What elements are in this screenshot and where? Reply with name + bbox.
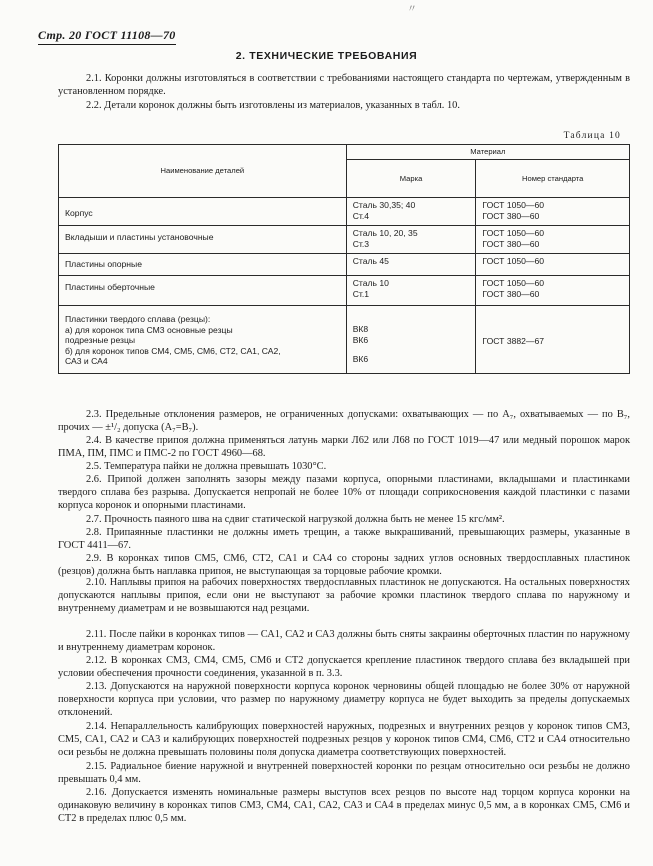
clause-2-8: 2.8. Припаянные пластинки не должны иметь трещин, а также выкрашиваний, превышающих размеры, указанные в ГОСТ 4411—67.: [58, 527, 630, 552]
table-row: [59, 198, 630, 226]
clause-2-12: 2.12. В коронках СМ3, СМ4, СМ5, СМ6 и СТ2 допускается крепление пластинок твердого сплава без вкладышей при условии обеспечения прочности соединения, указанной в п. 3.3.: [58, 655, 630, 680]
clause-2-16: 2.16. Допускается изменять номинальные размеры выступов всех резцов по высоте над торцом корпуса коронки на одинаковую величину в коронках типов СМ3, СМ4, СА1, СА2, СА3 и СА4 в пределах минус 0,5 мм, а в коронках СМ5, СМ6 и СТ2 в пределах плюс 0,5 мм.: [58, 787, 630, 825]
scan-mark: 〃: [407, 4, 417, 15]
clause-2-7: 2.7. Прочность паяного шва на сдвиг статической нагрузкой должна быть не менее 15 кгс/мм².: [86, 514, 505, 525]
row-name: Пластины опорные: [59, 254, 347, 276]
clause-2-9: 2.9. В коронках типов СМ5, СМ6, СТ2, СА1 и СА4 со стороны задних углов основных твердосплавных пластинок (резцов) должна быть наплавка припоя, не выступающая за торцовые рабочие кромки.: [58, 553, 630, 578]
row-grade: Сталь 45: [346, 254, 476, 276]
row-grade: Сталь 30,35; 40 Ст.4: [346, 198, 476, 226]
row-grade: Сталь 10 Ст.1: [346, 276, 476, 306]
clause-2-15: 2.15. Радиальное биение наружной и внутренней поверхностей коронки по резцам относительно оси резьбы не должно превышать 0,4 мм.: [58, 761, 630, 786]
clause-2-6: 2.6. Припой должен заполнять зазоры между пазами корпуса, опорными пластинами, вкладышами и пластинками твердого сплава без разрыва. Допускается непропай не более 10% от площади соприкосновения каждой пластинки с пазами корпуса коронок и опорными пластинами.: [58, 474, 630, 512]
clause-2-13: 2.13. Допускаются на наружной поверхности корпуса коронок черновины общей площадью не более 30% от наружной поверхности корпуса при условии, что размер по наружному диаметру корпуса не будет выходить за пределы допускаемых отклонений.: [58, 681, 630, 719]
header-grade: Марка: [346, 160, 476, 198]
row-name: Вкладыши и пластины установочные: [59, 226, 347, 254]
clause-2-4: 2.4. В качестве припоя должна применяться латунь марки Л62 или Л68 по ГОСТ 1019—47 или медный порошок марок ПМА, ПМ, ПМС и ПМС-2 по ГОСТ 4960—68.: [58, 435, 630, 460]
row-grade: ВК8 ВК6 ВК6: [346, 306, 476, 374]
table-row: [59, 306, 630, 374]
materials-table: [58, 144, 630, 374]
row-standard: ГОСТ 1050—60 ГОСТ 380—60: [476, 226, 630, 254]
clause-2-2: 2.2. Детали коронок должны быть изготовлены из материалов, указанных в табл. 10.: [86, 100, 460, 111]
clause-2-14: 2.14. Непараллельность калибрующих поверхностей наружных, подрезных и внутренних резцов у коронок типов СМ3, СМ5, СА1, СА2 и СА3 и калибрующих поверхностей подрезных резцов у коронок типов СМ4, СМ6, СТ2 и СА4 относительно оси резьбы не должна превышать половины поля допуска диаметра соответствующих поверхностей.: [58, 721, 630, 759]
header-name: Наименование деталей: [59, 145, 347, 198]
row-standard: ГОСТ 1050—60: [476, 254, 630, 276]
clause-2-11: 2.11. После пайки в коронках типов — СА1, СА2 и СА3 должны быть сняты закраины оберточных пластин по наружному и внутреннему диаметрам коронок.: [58, 629, 630, 654]
clause-2-1: 2.1. Коронки должны изготовляться в соответствии с требованиями настоящего стандарта по чертежам, утвержденным в установленном порядке.: [58, 73, 630, 98]
row-standard: ГОСТ 1050—60 ГОСТ 380—60: [476, 198, 630, 226]
table-row: [59, 276, 630, 306]
clause-2-3: 2.3. Предельные отклонения размеров, не ограниченных допусками: охватывающих — по A₇, охватываемых — по B₇, прочих — ±¹/₂ допуска (A₇=B₇).: [58, 409, 630, 434]
row-name: Пластинки твердого сплава (резцы): а) для коронок типа СМ3 основные резцы подрезные резцы б) для коронок типов СМ4, СМ5, СМ6, СТ2, СА1, СА2, СА3 и СА4: [59, 306, 347, 374]
clause-2-5: 2.5. Температура пайки не должна превышать 1030°С.: [86, 461, 327, 472]
header-material: Материал: [346, 145, 629, 160]
table-row: [59, 254, 630, 276]
row-grade: Сталь 10, 20, 35 Ст.3: [346, 226, 476, 254]
page-header: Стр. 20 ГОСТ 11108—70: [38, 28, 176, 45]
table-label: Таблица 10: [563, 131, 621, 141]
row-standard: ГОСТ 1050—60 ГОСТ 380—60: [476, 276, 630, 306]
clause-2-10: 2.10. Наплывы припоя на рабочих поверхностях твердосплавных пластинок не допускаются. На остальных поверхностях допускаются наплывы припоя, если они не выступают за рабочие кромки пластинок твердого сплава по наружному и внутреннему диаметрам и не возвышаются над резцами.: [58, 577, 630, 615]
header-standard: Номер стандарта: [476, 160, 630, 198]
row-name: Корпус: [59, 198, 347, 226]
row-standard: ГОСТ 3882—67: [476, 306, 630, 374]
table-row: [59, 226, 630, 254]
row-name: Пластины оберточные: [59, 276, 347, 306]
section-title: 2. ТЕХНИЧЕСКИЕ ТРЕБОВАНИЯ: [235, 50, 418, 62]
